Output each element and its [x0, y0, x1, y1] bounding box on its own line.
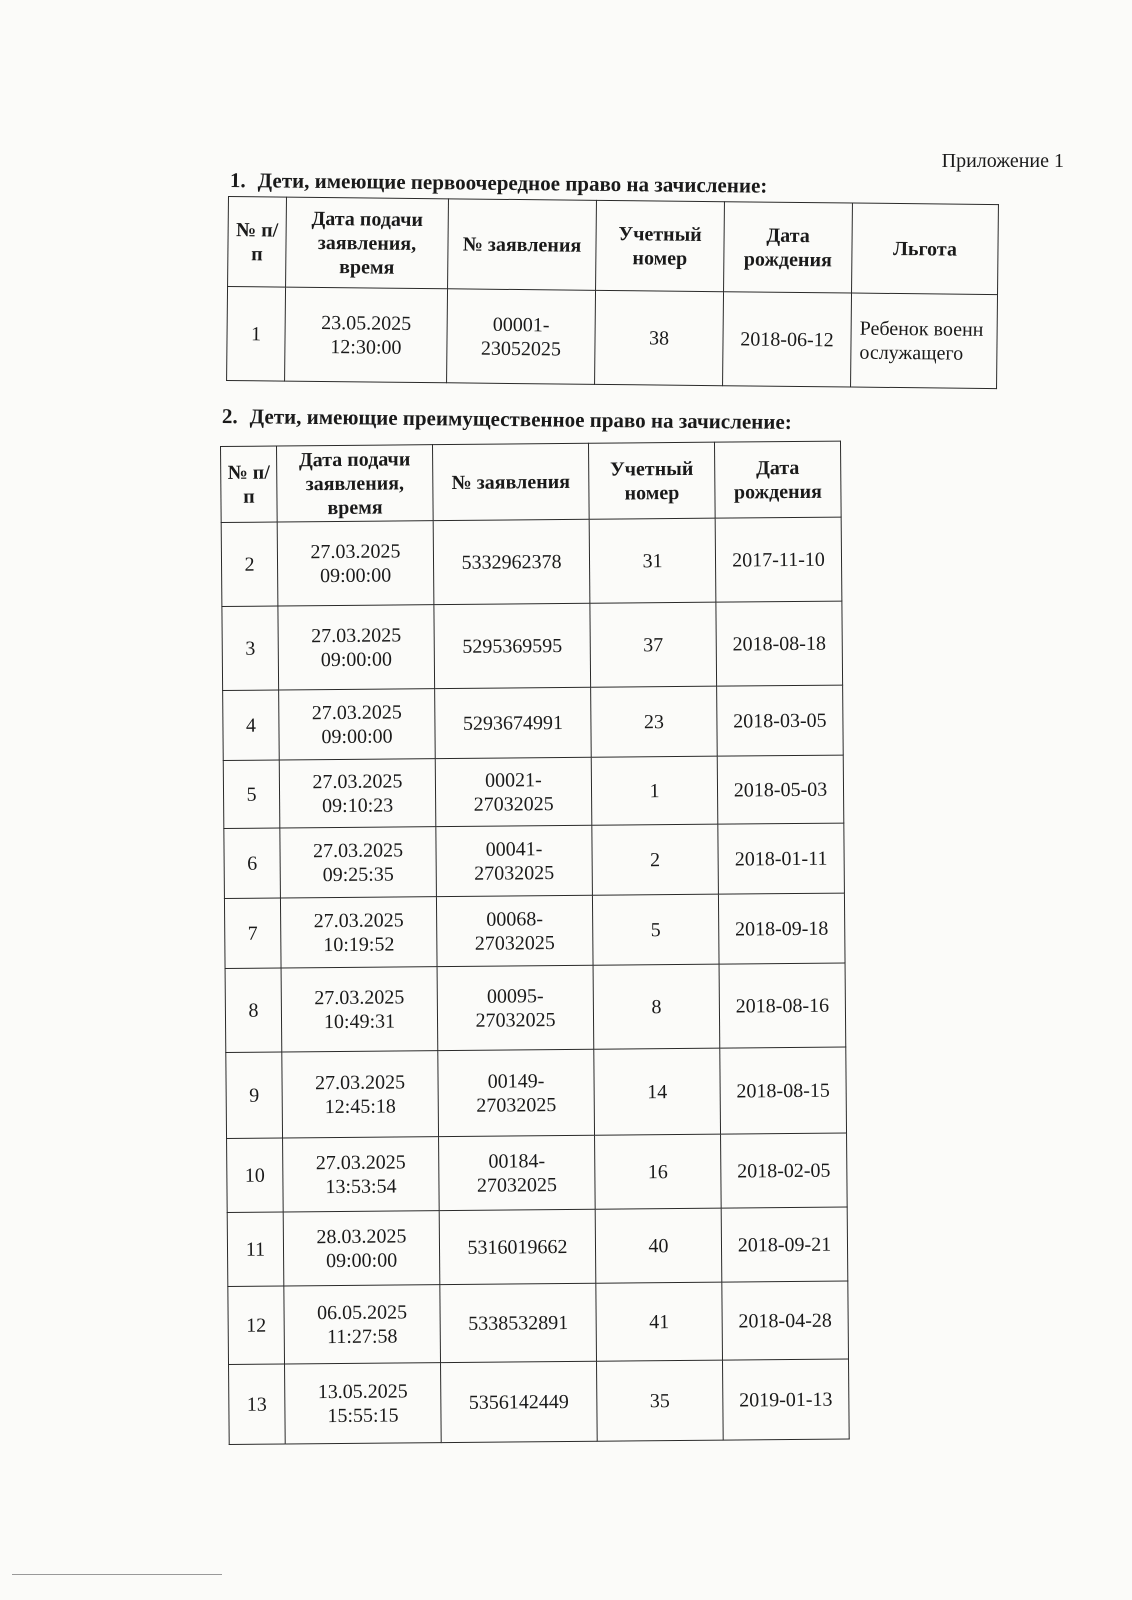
table-row [228, 1281, 849, 1364]
cell-date-day: 27.03.2025 [311, 623, 402, 647]
cell-app-no [436, 895, 593, 966]
cell-app-no-part2: 27032025 [476, 1173, 558, 1197]
table-row [229, 1359, 850, 1444]
cell-num: 10 [227, 1138, 284, 1212]
cell-date-day: 27.03.2025 [312, 838, 404, 862]
section1-title [230, 168, 768, 199]
cell-app-no-part1: 5295369595 [462, 634, 563, 658]
cell-num: 4 [223, 690, 280, 760]
cell-app-no [447, 289, 596, 385]
cell-date [283, 1211, 440, 1286]
cell-num: 9 [226, 1052, 283, 1138]
cell-date [281, 967, 438, 1052]
cell-date [280, 827, 437, 898]
table-row [227, 1207, 848, 1286]
cell-account: 35 [597, 1360, 724, 1441]
section2-number: 2. [221, 404, 238, 429]
footer-divider [12, 1574, 222, 1575]
cell-date [280, 897, 437, 968]
cell-date-time: 12:45:18 [324, 1094, 396, 1118]
cell-app-no-part1: 00068- [486, 907, 544, 931]
header-app-no: № заявления [432, 443, 589, 520]
cell-account: 2 [592, 824, 719, 895]
cell-app-no-part2: 27032025 [474, 861, 555, 885]
cell-app-no-part1: 00001- [492, 313, 550, 336]
cell-app-no-part2: 27032025 [475, 1008, 556, 1032]
cell-num: 3 [222, 606, 279, 690]
cell-date-day: 27.03.2025 [313, 908, 404, 932]
cell-num: 2 [221, 522, 278, 606]
cell-num: 12 [228, 1286, 285, 1364]
cell-app-no-part1: 00184- [488, 1149, 546, 1173]
preferential-enrollment-table [220, 441, 850, 1445]
cell-account: 37 [590, 602, 717, 687]
cell-date-day: 13.05.2025 [317, 1379, 408, 1403]
cell-birth: 2018-06-12 [723, 292, 852, 387]
header-benefit: Льгота [852, 203, 999, 295]
cell-account: 5 [592, 894, 719, 965]
section2-title-text: Дети, имеющие преимущественное право на зачисление: [249, 404, 792, 434]
header-date: Дата подачи заявления, время [277, 445, 434, 522]
header-birth: Дата рождения [714, 441, 841, 518]
cell-date-time: 09:00:00 [321, 725, 393, 748]
cell-account: 23 [591, 686, 718, 757]
table-body [221, 517, 849, 1444]
cell-date [285, 287, 448, 383]
cell-date-time: 09:00:00 [325, 1248, 398, 1272]
cell-date-time: 10:19:52 [323, 932, 395, 956]
cell-date [278, 605, 435, 690]
cell-date [279, 689, 436, 760]
cell-birth: 2018-08-16 [719, 963, 846, 1048]
cell-date [285, 1363, 442, 1444]
cell-birth: 2017-11-10 [715, 517, 842, 602]
cell-app-no [441, 1361, 598, 1442]
cell-date-time: 09:00:00 [320, 648, 393, 671]
cell-date-time: 09:25:35 [322, 863, 394, 886]
cell-birth: 2019-01-13 [722, 1359, 849, 1440]
cell-app-no-part1: 5356142449 [468, 1390, 569, 1414]
cell-date-day: 28.03.2025 [316, 1224, 407, 1248]
cell-date [279, 759, 436, 828]
header-app-no: № заявления [448, 199, 597, 291]
cell-app-no-part2: 27032025 [474, 931, 555, 955]
header-num: № п/п [228, 197, 287, 288]
header-date: Дата подачи заявления, время [286, 197, 449, 289]
cell-date-day: 06.05.2025 [316, 1300, 408, 1324]
table-row [223, 685, 844, 760]
cell-birth: 2018-02-05 [721, 1133, 848, 1208]
header-birth: Дата рождения [724, 202, 853, 293]
cell-birth: 2018-09-21 [721, 1207, 848, 1282]
table-row [225, 963, 846, 1052]
cell-account: 14 [594, 1048, 721, 1135]
table-row [224, 893, 845, 968]
cell-account: 8 [593, 964, 720, 1049]
cell-app-no-part1: 00149- [487, 1069, 545, 1093]
table-header-row [228, 197, 999, 295]
cell-num: 7 [224, 898, 281, 968]
cell-date-day: 27.03.2025 [312, 769, 403, 793]
cell-date-time: 09:00:00 [319, 564, 392, 587]
cell-app-no [435, 757, 592, 826]
cell-date-time: 12:30:00 [330, 335, 402, 359]
cell-app-no-part2: 23052025 [480, 337, 562, 360]
cell-app-no [436, 825, 593, 896]
cell-app-no [438, 1049, 595, 1136]
cell-date-time: 10:49:31 [323, 1009, 396, 1033]
cell-num: 11 [227, 1212, 284, 1286]
cell-app-no [434, 603, 591, 688]
header-num: № п/п [221, 446, 278, 522]
cell-app-no [439, 1135, 596, 1210]
header-account: Учетный номер [588, 442, 715, 519]
table-row [222, 601, 843, 690]
cell-app-no [440, 1283, 597, 1362]
cell-num: 13 [229, 1364, 286, 1444]
cell-account: 16 [595, 1134, 722, 1209]
table-row [227, 287, 998, 389]
cell-birth: 2018-09-18 [718, 893, 845, 964]
header-account: Учетный номер [596, 200, 725, 291]
cell-app-no [435, 687, 592, 758]
cell-app-no [439, 1209, 596, 1284]
cell-date-day: 27.03.2025 [310, 539, 401, 563]
cell-birth: 2018-05-03 [717, 755, 844, 824]
cell-birth: 2018-08-15 [720, 1047, 847, 1134]
cell-date-time: 11:27:58 [326, 1324, 398, 1348]
cell-account: 1 [591, 756, 718, 825]
cell-date-day: 27.03.2025 [314, 985, 405, 1009]
cell-app-no-part2: 27032025 [473, 792, 554, 816]
cell-account: 41 [596, 1282, 723, 1361]
cell-account: 38 [595, 290, 724, 385]
cell-date-time: 13:53:54 [325, 1174, 397, 1198]
cell-num: 5 [223, 760, 280, 828]
table-row [224, 823, 845, 898]
cell-benefit: Ребенок военнослужащего [851, 293, 998, 389]
cell-date-time: 15:55:15 [327, 1403, 399, 1427]
table-header-row [221, 441, 842, 522]
cell-account: 40 [595, 1208, 722, 1283]
cell-birth: 2018-04-28 [722, 1281, 849, 1360]
cell-app-no-part1: 00041- [485, 837, 543, 861]
section1-title-text: Дети, имеющие первоочередное право на зачисление: [257, 168, 768, 198]
cell-num: 1 [227, 287, 286, 382]
cell-date [283, 1137, 440, 1212]
cell-account: 31 [589, 518, 716, 603]
cell-num: 6 [224, 828, 281, 898]
cell-app-no-part1: 5293674991 [462, 711, 564, 735]
table-row [226, 1047, 847, 1138]
cell-app-no-part1: 5316019662 [467, 1235, 568, 1259]
cell-app-no-part1: 5332962378 [461, 550, 562, 574]
cell-app-no-part1: 5338532891 [468, 1311, 569, 1335]
cell-app-no-part1: 00095- [486, 984, 544, 1008]
cell-date-day: 27.03.2025 [315, 1150, 406, 1174]
table-row [221, 517, 842, 606]
cell-date-time: 09:10:23 [321, 794, 394, 817]
table-row [227, 1133, 848, 1212]
cell-birth: 2018-08-18 [716, 601, 843, 686]
cell-date-day: 23.05.2025 [321, 311, 412, 335]
cell-date [284, 1285, 441, 1364]
cell-birth: 2018-03-05 [717, 685, 844, 756]
table-row [223, 755, 844, 828]
cell-app-no [433, 519, 590, 604]
section2-title [222, 404, 792, 435]
cell-date [282, 1051, 439, 1138]
cell-birth: 2018-01-11 [718, 823, 845, 894]
cell-date-day: 27.03.2025 [311, 700, 402, 724]
cell-num: 8 [225, 968, 282, 1052]
section1-number: 1. [229, 168, 246, 193]
cell-app-no-part2: 27032025 [476, 1093, 557, 1117]
appendix-label: Приложение 1 [941, 150, 1064, 172]
cell-date [277, 521, 434, 606]
cell-app-no-part1: 00021- [484, 768, 542, 792]
priority-enrollment-table [226, 196, 999, 389]
cell-app-no [437, 965, 594, 1050]
cell-date-day: 27.03.2025 [314, 1070, 406, 1094]
